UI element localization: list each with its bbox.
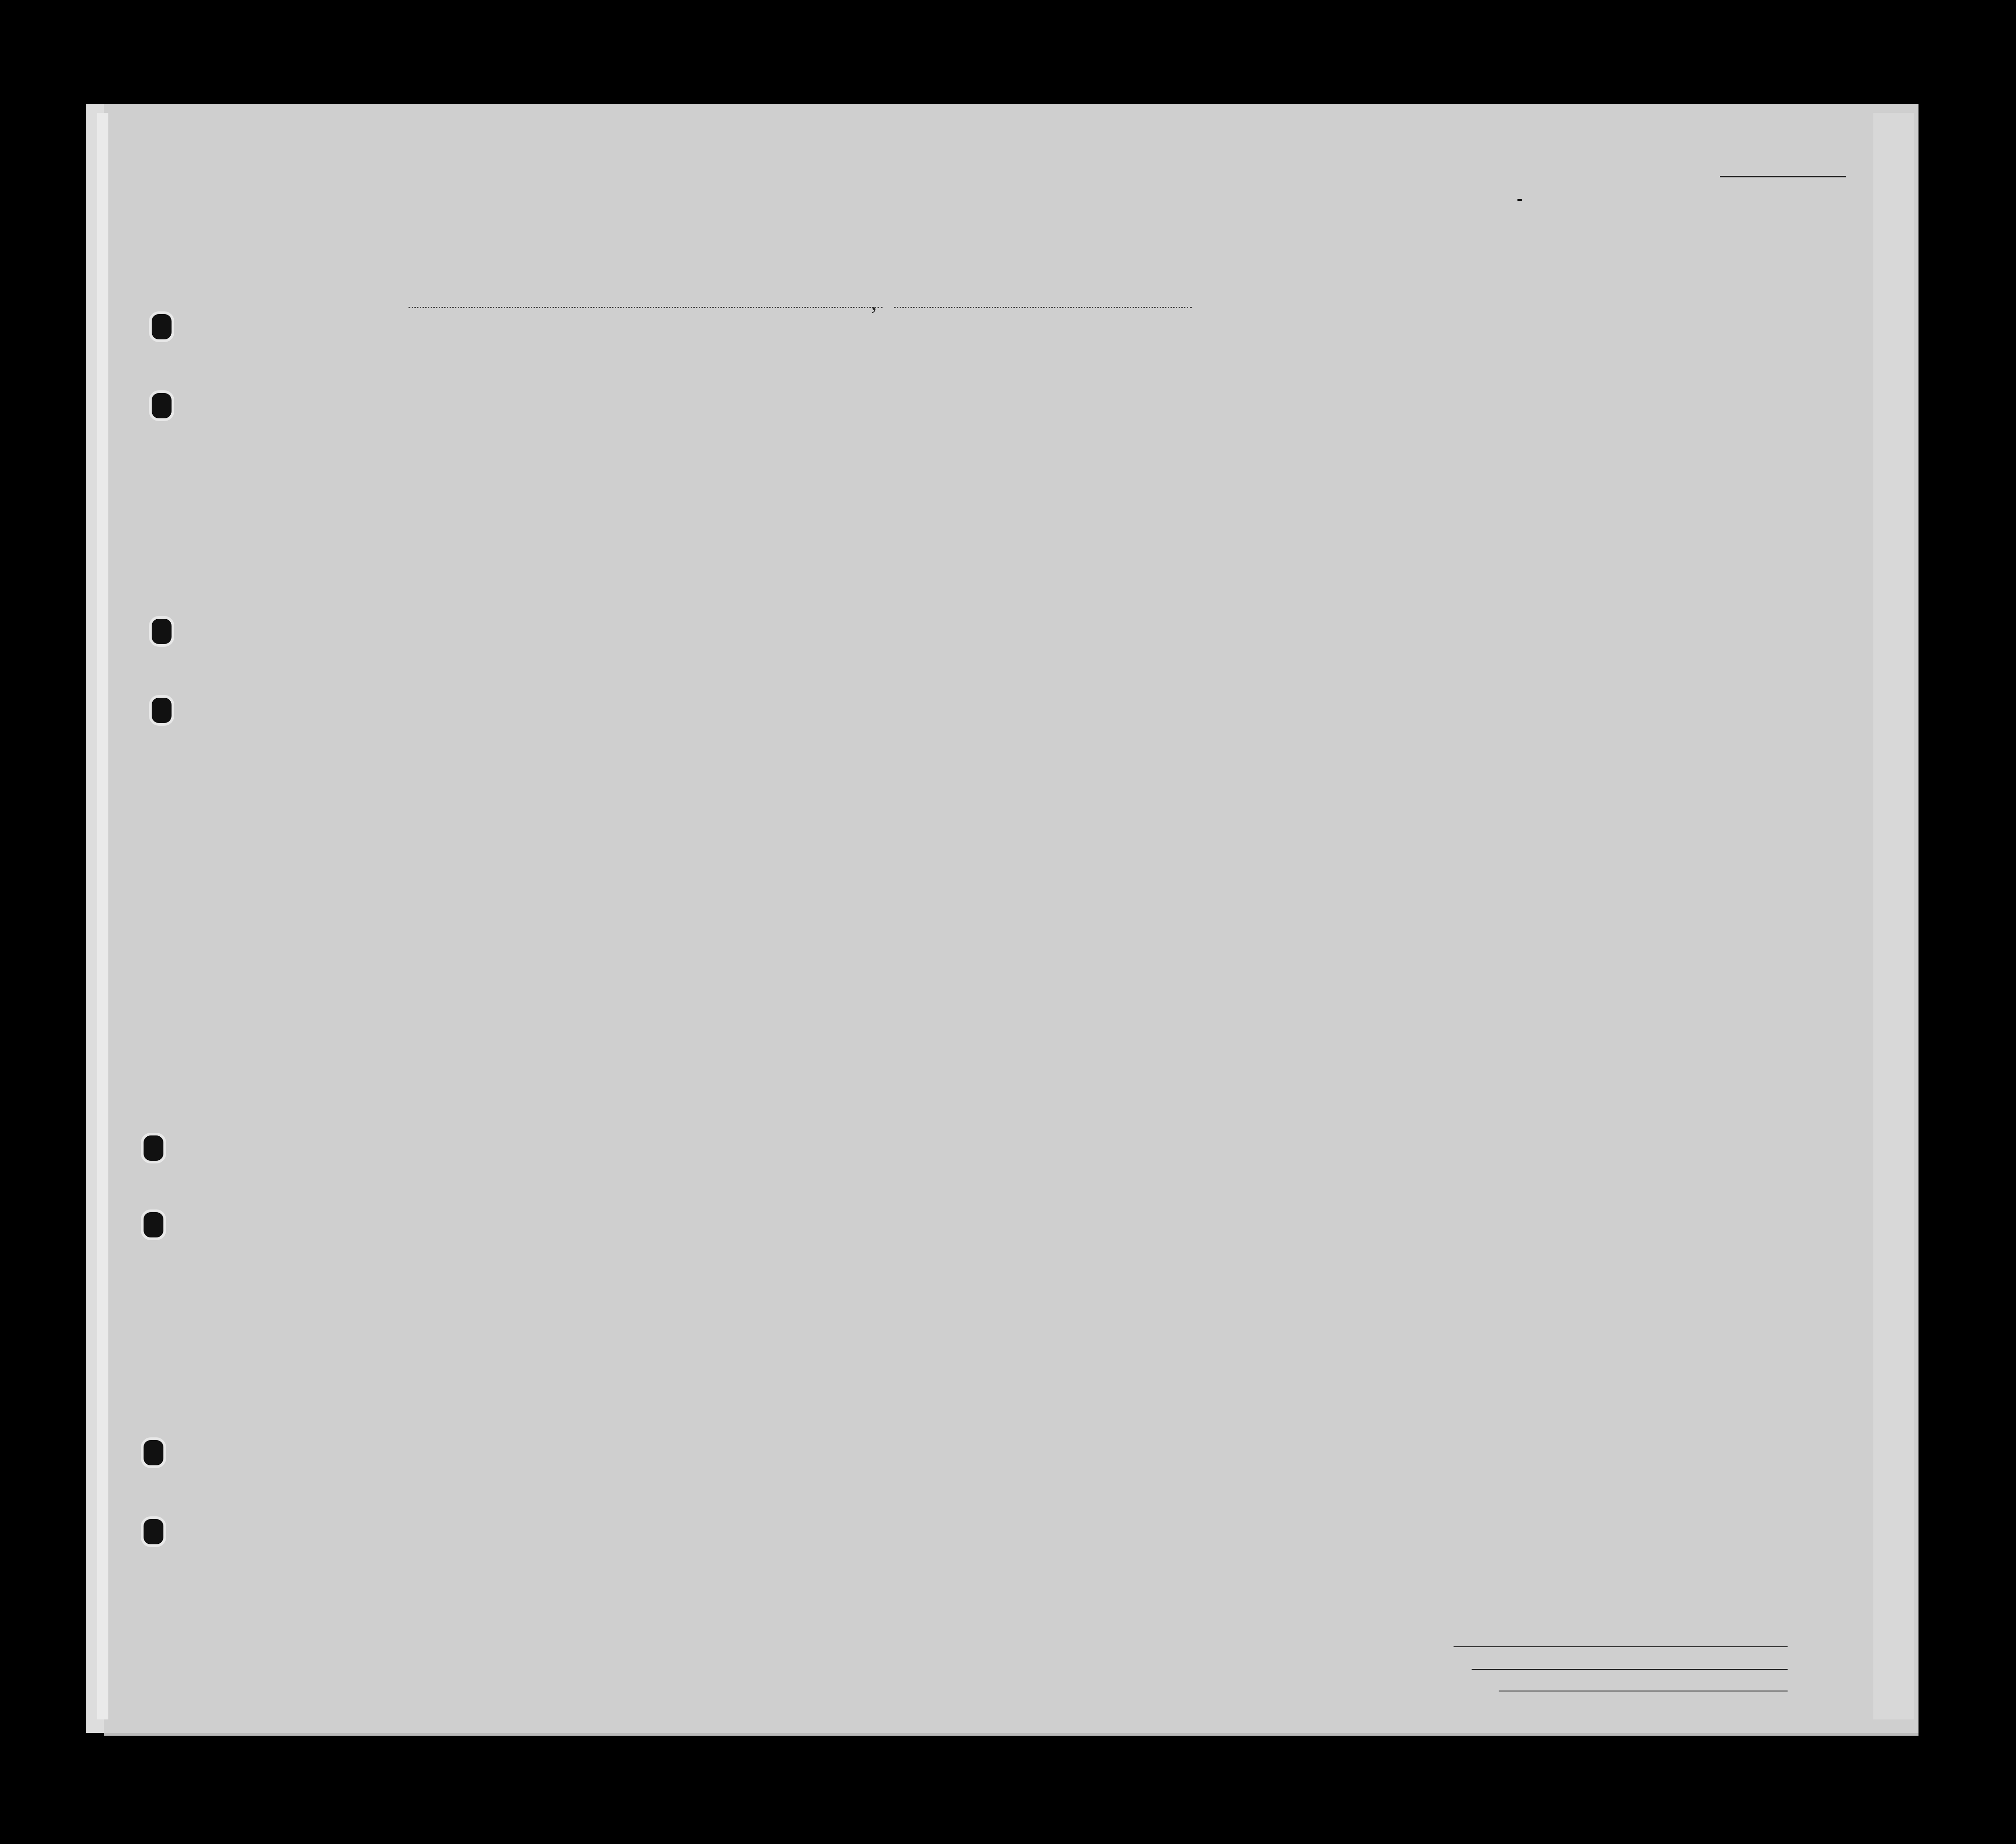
binder-hole: [141, 1437, 166, 1468]
page-number: -: [1517, 190, 1523, 208]
binder-hole: [141, 1516, 166, 1547]
binder-hole: [149, 311, 174, 342]
binder-hole: [149, 390, 174, 421]
binder-hole: [141, 1133, 166, 1163]
comma: ,: [871, 289, 877, 315]
binder-hole: [141, 1209, 166, 1240]
footer-owners-field: [1472, 1669, 1788, 1670]
footer-line-field: [1454, 1646, 1788, 1647]
binder-hole: [149, 616, 174, 647]
binder-hole: [149, 695, 174, 726]
